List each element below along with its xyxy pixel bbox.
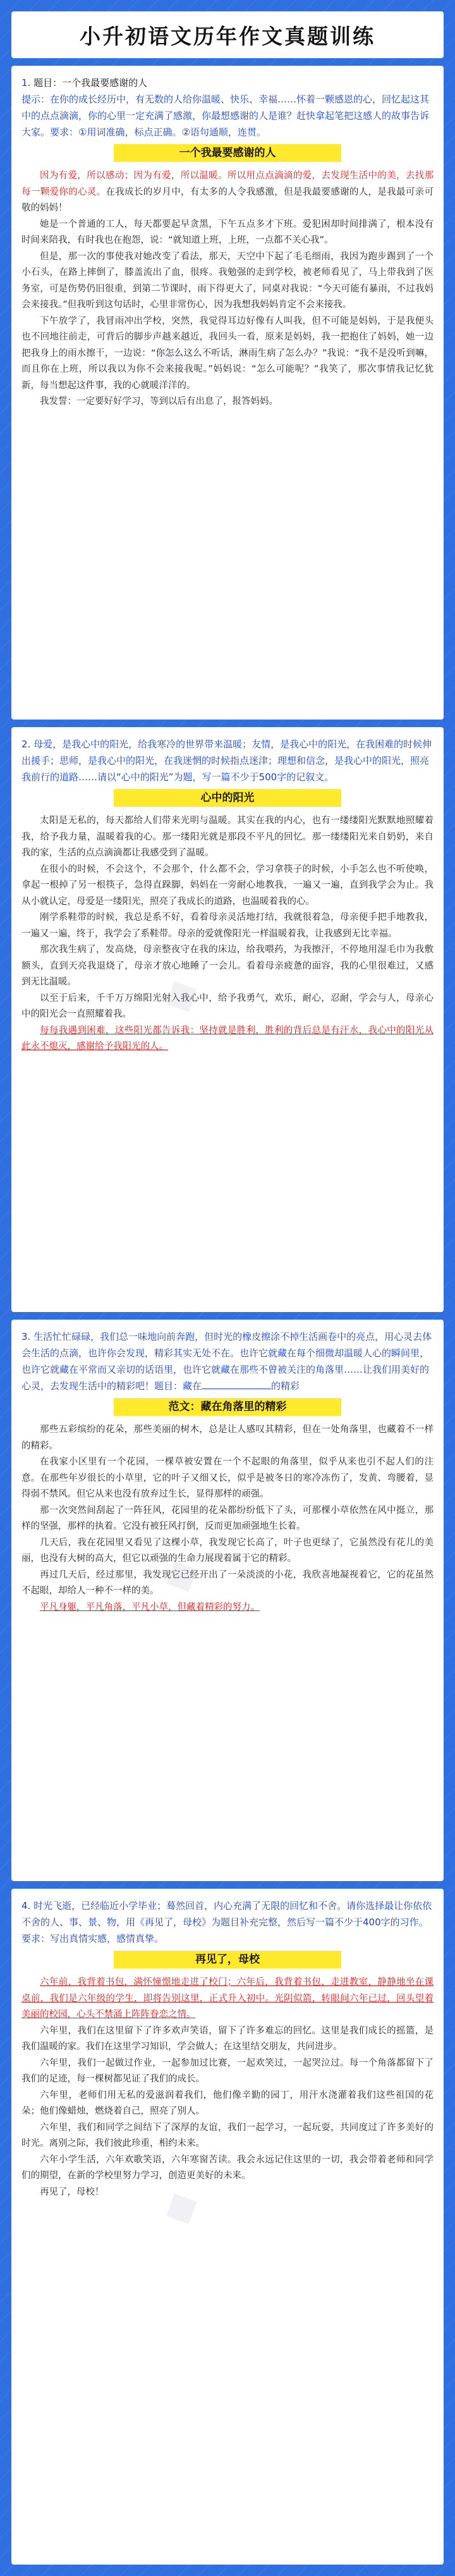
prompt-label: 题目：: [33, 77, 63, 89]
essay-paragraph: [21, 1975, 434, 2023]
essay-paragraph: 几天后，我在花园里又看见了这棵小草，我发现它长高了，叶子也更绿了，它虽然没有花儿的美丽，也没有大树的高大，但它以顽强的生命力展现着属于它的精彩。: [21, 1537, 434, 1564]
prompt-number: 1.: [21, 77, 31, 89]
page-title: 小升初语文历年作文真题训练: [80, 23, 375, 49]
prompt-body: 时光飞逝，已经临近小学毕业；蓦然回首，内心充满了无限的回忆和不舍。请你选择最让你依依不舍的人、事、景、物，用《再见了，母校》为题目补充完整，然后写一篇不少于400字的习作。要求：写出真情实感，感情真挚。: [21, 1900, 432, 1944]
prompt-topic: 一个我最要感谢的人: [62, 77, 148, 89]
essay-paragraph: 下午放学了，我冒雨冲出学校，突然，我觉得耳边好像有人叫我，但不可能是妈妈，于是我便头也不回地往前走，可背后的脚步声越来越近，我回头一看，原来是妈妈，我一把抱住了妈妈，她一边把我身上的雨水擦干，一边说：“你怎么这么不听话，淋雨生病了怎么办？”我说：“我不是没听到嘛，而且你在上班，所以我以为你不会来接我呢。”妈妈说：“怎么可能呢？”我笑了，那次事情我记忆犹新，每当想起这件事，我的心就暖洋洋的。: [21, 316, 434, 391]
prompt-blank: [202, 1378, 271, 1389]
header-card: [11, 11, 444, 58]
essay-prompt: [21, 1898, 434, 1947]
prompt-number: 3.: [21, 1331, 31, 1342]
essay-paragraph: [21, 168, 434, 217]
essay-card-3: [11, 1320, 444, 1881]
essay-title: 再见了，母校: [114, 1951, 341, 1968]
essay-paragraph: 那些五彩缤纷的花朵，那些美丽的树木，总是让人感叹其精彩，但在一处角落里，也藏着不一样的精彩。: [21, 1425, 434, 1451]
prompt-tail: 的精彩: [271, 1380, 300, 1392]
essay-card-4: [11, 1889, 444, 2565]
prompt-body: 提示：在你的成长经历中，有无数的人给你温暖、快乐、幸福……怀着一颗感恩的心，回忆起这其中的点点滴滴，你的心里一定充满了感激，你最想感谢的人是谁？赶快拿起笔把这感人的故事告诉大家。要求：①用词准确，标点正确。②语句通顺，连贯。: [21, 94, 430, 138]
watermark: ◆: [154, 1542, 207, 1604]
essay-title: 心中的阳光: [114, 789, 341, 807]
essay-closing: 每每我遇到困难，这些阳光都告诉我：坚持就是胜利，胜利的背后总是有汗水，我心中的阳光从此永不熄灭，感谢给予我阳光的人。: [21, 1025, 434, 1052]
essay-paragraph: 以至于后来，千千万万绵阳光射入我心中，给予我勇气，欢乐，耐心，忍耐，学会与人，母亲心中的阳光会一直照耀着我。: [21, 993, 434, 1019]
essay-prompt: [21, 736, 434, 785]
essay-paragraph: 六年里，我们在这里留下了许多欢声笑语，留下了许多难忘的回忆。这里是我们成长的摇篮，是我们温暖的家。我们在这里学习知识，学会做人；在这里结交朋友，共同进步。: [21, 2025, 434, 2052]
essay-card-2: [11, 727, 444, 1312]
essay-prompt: [21, 75, 434, 140]
essay-card-1: [11, 66, 444, 720]
essay-paragraph: 但是，那一次的事使我对她改变了看法，那天，天空中下起了毛毛细雨，我因为跑步踢到了一个小石头，在路上摔倒了，膝盖流出了血，很疼。我勉强的走到学校，被老师看见了，马上带我到了医务室，可是伤势仍旧很重，到第二节课时，雨下得更大了，同桌对我说：“今天可能有暴雨，不过我妈会来接我。”但我听到这句话时，心里非常伤心，因为我想我妈妈肯定不会来接我。: [21, 251, 434, 310]
essay-paragraph: 再见了，母校！: [40, 2187, 104, 2197]
essay-closing: 平凡身躯，平凡角落，平凡小草，但藏着精彩的努力。: [40, 1602, 260, 1612]
prompt-body: 母爱，是我心中的阳光，给我寒冷的世界带来温暖；友情，是我心中的阳光，在我困难的时候伸出援手；思师，是我心中的阳光，在我迷惘的时候指点迷津；理想和信念，是我心中的阳光，照亮我前行的道路……请以“心中的阳光”为题，写一篇不少于500字的记叙文。: [21, 739, 432, 783]
prompt-body: 生活忙忙碌碌，我们总一味地向前奔跑，但时光的橡皮擦涂不掉生活画卷中的亮点，用心灵去体会生活的点滴，也许你会发现，精彩其实无处不在。也许它就藏在每个细微却温暖人心的瞬间里，也许它就藏在平常而又亲切的话语里，也许它就藏在那些不曾被关注的角落里……让我们用美好的心灵，去发现生活中的精彩吧！题目：藏在: [21, 1331, 432, 1392]
essay-highlight: 因为有爱，所以感动；因为有爱，所以温暖。所以用点点滴滴的爱，去发现生活中的美，去找那每一颗爱你的心灵。: [21, 171, 434, 197]
essay-paragraph: 那次我生病了，发高烧，母亲整夜守在我的床边，给我喂药，为我擦汗，不停地用湿毛巾为我敷额头，直到天亮我退烧了，母亲才放心地睡了一会儿。看着母亲疲惫的面容，我的心里很难过，又感到无比温暖。: [21, 945, 434, 987]
essay-paragraph: 在很小的时候，不会这个，不会那个，什么都不会，学习拿筷子的时候，小手怎么也不听使唤，拿起一根掉了另一根筷子，急得直跺脚，妈妈在一旁耐心地教我，一遍又一遍，直到我学会为止。我从小就认定，母爱是一缕阳光，照亮了我成长的道路，也温暖着我的心。: [21, 864, 434, 907]
watermark: ◆: [154, 2174, 207, 2236]
essay-paragraph: 她是一个普通的工人，每天都要起早贪黑，下午五点多才下班。爱犯困却时间排满了，根本没有时间来陪我，有时我也在抱怨，说：“就知道上班，上班，一点都不关心我”。: [21, 219, 434, 245]
essay-paragraph: 六年里，老师们用无私的爱滋润着我们，他们像辛勤的园丁，用汗水浇灌着我们这些祖国的花朵；他们像蜡烛，燃烧着自己，照亮了别人。: [21, 2090, 434, 2116]
essay-paragraph: 六年小学生活，六年欢歌笑语，六年寒窗苦读。我会永远记住这里的一切，我会带着老师和同学们的期望，在新的学校里努力学习，创造更美好的未来。: [21, 2154, 434, 2181]
essay-paragraph: 再过几天后，经过那里，我发现它已经开出了一朵淡淡的小花，我欣喜地凝视着它，它的花虽然不起眼，却给人一种不一样的美。: [21, 1569, 434, 1596]
essay-highlight: 六年前，我背着书包，满怀憧憬地走进了校门；六年后，我背着书包，走进教室，静静地坐在课桌前，我们是六年级的学生，即将告别这里，正式升入初中。光阴似箭，转眼间六年已过，回头望着美丽的校园，心头不禁涌上阵阵眷恋之情。: [21, 1977, 434, 2020]
essay-paragraph: 刚学系鞋带的时候，我总是系不好，看着母亲灵活地打结，我就很着急，母亲便手把手地教我，一遍又一遍，终于，我学会了系鞋带。母亲的爱就像阳光一样温暖着我，让我感到无比幸福。: [21, 912, 434, 939]
essay-title: 一个我最要感谢的人: [114, 144, 341, 162]
prompt-number: 2.: [21, 739, 31, 750]
essay-prompt: [21, 1328, 434, 1394]
essay-paragraph: 在我家小区里有一个花园，一棵草被安置在一个不起眼的角落里，似乎从来也引不起人们的注意。在那些年岁很长的小草里，它的叶子又细又长，似乎是被冬日的寒冷冻伤了，发黄、弯腰着，显得弱不禁风。但它从来也没有放弃过生长，显得那样的顽强。: [21, 1457, 434, 1499]
essay-paragraph: 那一次突然间刮起了一阵狂风，花园里的花朵都纷纷低下了头，可那棵小草依然在风中挺立，那样的坚强，那样的执着。它没有被狂风打倒，反而更加顽强地生长着。: [21, 1505, 434, 1531]
prompt-number: 4.: [21, 1900, 31, 1911]
essay-paragraph: 六年里，我们一起做过作业，一起参加过比赛，一起欢笑过，一起哭泣过。每一个角落都留下了我们的足迹，每一棵树都见证了我们的成长。: [21, 2058, 434, 2084]
watermark: ◆: [141, 326, 194, 388]
essay-paragraph: 六年里，我们和同学之间结下了深厚的友谊，我们一起学习，一起玩耍，共同度过了许多美好的时光。离别之际，我们彼此珍重，相约未来。: [21, 2122, 434, 2149]
essay-paragraph: 我发誓：一定要好好学习，等到以后有出息了，报答妈妈。: [40, 396, 278, 407]
essay-title: 范文：藏在角落里的精彩: [114, 1398, 341, 1416]
watermark: ◆: [154, 962, 207, 1024]
essay-paragraph: 太阳是无私的，每天都给人们带来光明与温暖。其实在我的内心，也有一缕缕阳光默默地照耀着我，给予我力量，温暖着我的心。那一缕阳光就是那段不平凡的回忆。那一缕缕阳光来自奶奶，来自我的家，生活的点点滴滴都让我感受到了温暖。: [21, 816, 434, 858]
essay-text: 在我成长的岁月中，有太多的人令我感激，但是我最要感谢的人，是我最可亲可敬的妈妈！: [21, 187, 434, 213]
